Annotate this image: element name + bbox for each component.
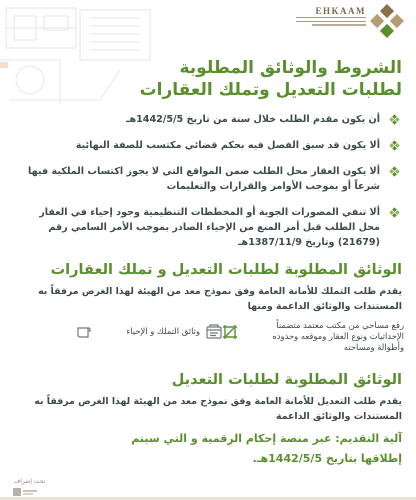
conditions-list [22,112,402,261]
condition-text: ألا تنفي المصورات الجوية أو المخططات التنظيمية وجود إحياء في العقار محل الطلب قبل أمر المنع من الإحياء الصادر بموجب الأمر السامي رقم (21679) وتاريخ 1387/11/9هـ [39,207,380,248]
diamond-bullet-icon [389,166,400,177]
modification-docs-heading: الوثائق المطلوبة لطلبات التعديل [171,372,402,388]
diamond-bullet-icon [389,140,400,151]
application-method-line-2: إطلاقها بتاريخ 1442/5/5هـ. [252,452,402,465]
condition-text: أن يكون مقدم الطلب خلال سنة من تاريخ 1442/5/5هـ [126,114,380,125]
diamond-bullet-icon [389,207,400,218]
ownership-docs-text: يقدم طلب التملك للأمانة العامة وفق نموذج معد من الهيئة لهذا الغرض مرفقاً به المستندات والوثائق الداعمة ومنها [38,286,402,312]
condition-item [22,138,402,153]
condition-text: ألا يكون قد سبق الفصل فيه بحكم قضائي مكتسب للصفة النهائية [75,140,380,151]
ownership-docs-heading: الوثائق المطلوبة لطلبات التعديل و تملك العقارات [50,262,402,278]
required-documents-row [14,320,404,362]
logo-wordmark: EHKAAM [315,6,366,16]
page-title-line-1: الشروط والوثائق المطلوبة [179,58,402,78]
condition-text: ألا يكون العقار محل الطلب ضمن المواقع التي لا يجوز اكتساب الملكية فيها شرعاً أو بموجب الأوامر والقرارات والتعليمات [28,166,380,192]
condition-item [22,164,402,194]
logo-tagline-line [312,24,366,26]
supervision-note: تحت إشراف [14,478,46,485]
scroll-icon [74,322,94,342]
logo-tagline-line [296,17,366,22]
application-method-line-1: آلية التقديم: عبر منصة إحكام الرقمية و التي سيتم [131,432,402,445]
ehkaam-logo-mark-icon [368,2,406,40]
ownership-docs-requirement-text: وثائق التملك و الإحياء [126,326,200,336]
condition-item [22,112,402,127]
survey-requirement-text: رفع مساحي من مكتب معتمد متضمناً الإحداثيات ونوع العقار وموقعه وحدوده وأطوالة ومساحته [272,320,404,352]
condition-item [22,205,402,250]
document-icon [204,322,224,342]
diamond-bullet-icon [389,114,400,125]
modification-docs-text: يقدم طلب التعديل للأمانة العامة وفق نموذج معد من الهيئة لهذا الغرض مرفقاً به المستندات والوثائق الداعمة [34,396,402,422]
ehkaam-logo [290,2,410,42]
page-title-line-2: لطلبات التعديل وتملك العقارات [139,80,402,100]
